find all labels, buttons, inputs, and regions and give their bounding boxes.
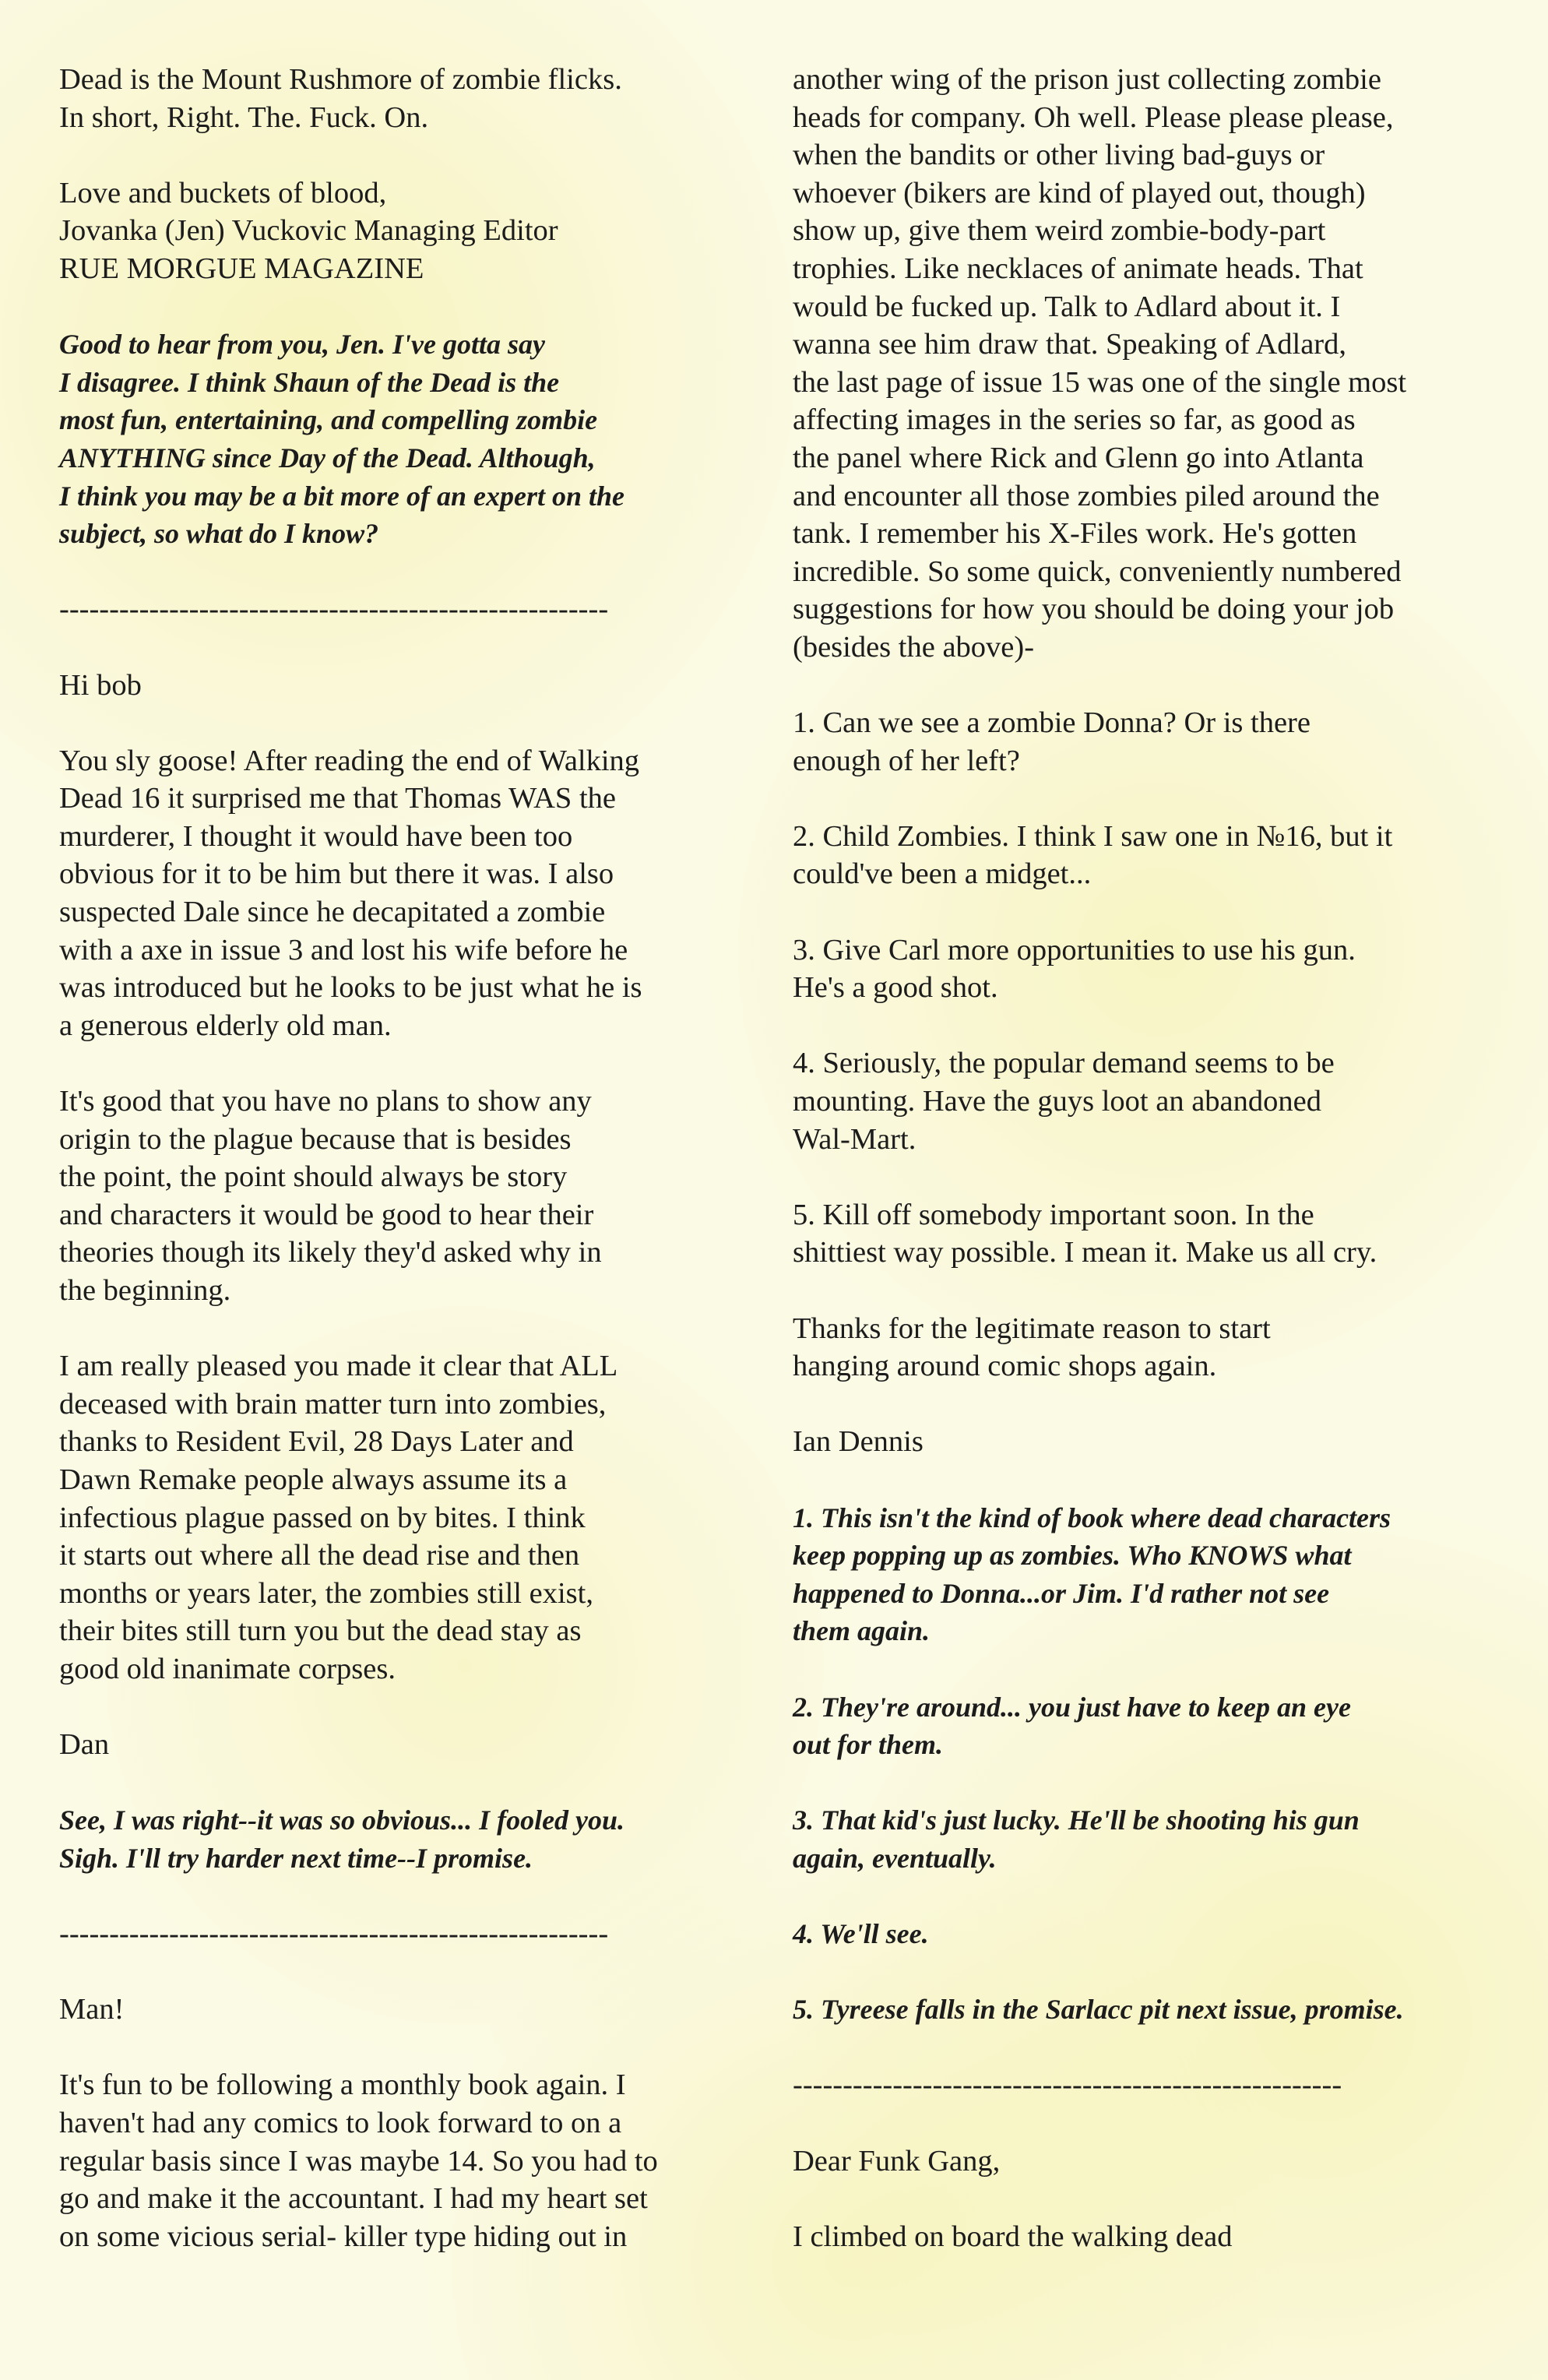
letter-text: I am really pleased you made it clear that ALL deceased with brain matter turn into zombies, thanks to Resident Evil, 28 Days Later and Dawn Remake people always assume its a infectious plague passed on by bites. I think it starts out where all the dead rise and then months or years later, the zombies still exist, their bites still turn you but the dead stay as good old inanimate corpses. (59, 1350, 618, 1685)
editor-reply-item: 4. We'll see. (793, 1918, 929, 1950)
suggestion-item: 2. Child Zombies. I think I saw one in №16, but it could've been a midget... (793, 819, 1393, 891)
suggestion-item: 3. Give Carl more opportunities to use his gun. He's a good shot. (793, 933, 1356, 1005)
letter-greeting: Hi bob (59, 668, 142, 702)
right-column (793, 61, 1525, 2294)
editor-reply-item: 5. Tyreese falls in the Sarlacc pit next issue, promise. (793, 1994, 1404, 2026)
letter-text: Thanks for the legitimate reason to start hanging around comic shops again. (793, 1311, 1271, 1383)
letter-text: another wing of the prison just collecting zombie heads for company. Oh well. Please please please, when the bandits or other living bad-guys or whoever (bikers are kind of played out, though) show up, give them weird zombie-body-part trophies. Like necklaces of animate heads. That would be fucked up. Talk to Adlard about it. I wanna see him draw that. Speaking of Adlard, the last page of issue 15 was one of the single most affecting images in the series so far, as good as the panel where Rick and Glenn go into Atlanta and encounter all those zombies piled around the tank. I remember his X-Files work. He's gotten incredible. So some quick, conveniently numbered suggestions for how you should be doing your job (besides the above)- (793, 63, 1407, 664)
divider: ------------------------------------------------------- (793, 2068, 1342, 2102)
divider: ------------------------------------------------------- (59, 1917, 609, 1951)
suggestion-item: 5. Kill off somebody important soon. In the shittiest way possible. I mean it. Make us all cry. (793, 1198, 1377, 1269)
letter-text: I climbed on board the walking dead (793, 2220, 1233, 2253)
suggestion-item: 1. Can we see a zombie Donna? Or is there enough of her left? (793, 706, 1311, 777)
letter-text: Dead is the Mount Rushmore of zombie flicks. In short, Right. The. Fuck. On. (59, 63, 622, 134)
divider: ------------------------------------------------------- (59, 593, 609, 626)
letter-signature: Dan (59, 1728, 110, 1762)
left-column (59, 61, 791, 2294)
editor-reply: Good to hear from you, Jen. I've gotta say I disagree. I think Shaun of the Dead is the most fun, entertaining, and compelling zombie ANYTHING since Day of the Dead. Although, I think you may be a bit more of an expert on the subject, so what do I know? (59, 329, 625, 550)
letter-signature: Ian Dennis (793, 1425, 924, 1459)
letter-signoff: Love and buckets of blood, Jovanka (Jen) Vuckovic Managing Editor RUE MORGUE MAGAZINE (59, 176, 558, 285)
letter-greeting: Dear Funk Gang, (793, 2144, 1001, 2178)
editor-reply: See, I was right--it was so obvious... I fooled you. Sigh. I'll try harder next time--I promise. (59, 1804, 625, 1874)
editor-reply-item: 2. They're around... you just have to keep an eye out for them. (793, 1691, 1351, 1761)
editor-reply-item: 3. That kid's just lucky. He'll be shooting his gun again, eventually. (793, 1804, 1360, 1874)
letter-text: It's fun to be following a monthly book again. I haven't had any comics to look forward to on a regular basis since I was maybe 14. So you had to go and make it the accountant. I had my heart set on some vicious serial- killer type hiding out in (59, 2068, 658, 2253)
letter-text: It's good that you have no plans to show any origin to the plague because that is besides the point, the point should always be story and characters it would be good to hear their theories though its likely they'd asked why in the beginning. (59, 1085, 602, 1307)
letter-text: You sly goose! After reading the end of Walking Dead 16 it surprised me that Thomas WAS the murderer, I thought it would have been too obvious for it to be him but there it was. I also suspected Dale since he decapitated a zombie with a axe in issue 3 and lost his wife before he was introduced but he looks to be just what he is a generous elderly old man. (59, 744, 642, 1042)
suggestion-item: 4. Seriously, the popular demand seems to be mounting. Have the guys loot an abandoned Wal-Mart. (793, 1047, 1335, 1156)
letter-greeting: Man! (59, 1993, 125, 2026)
editor-reply-item: 1. This isn't the kind of book where dead characters keep popping up as zombies. Who KNOWS what happened to Donna...or Jim. I'd rather not see them again. (793, 1502, 1391, 1647)
